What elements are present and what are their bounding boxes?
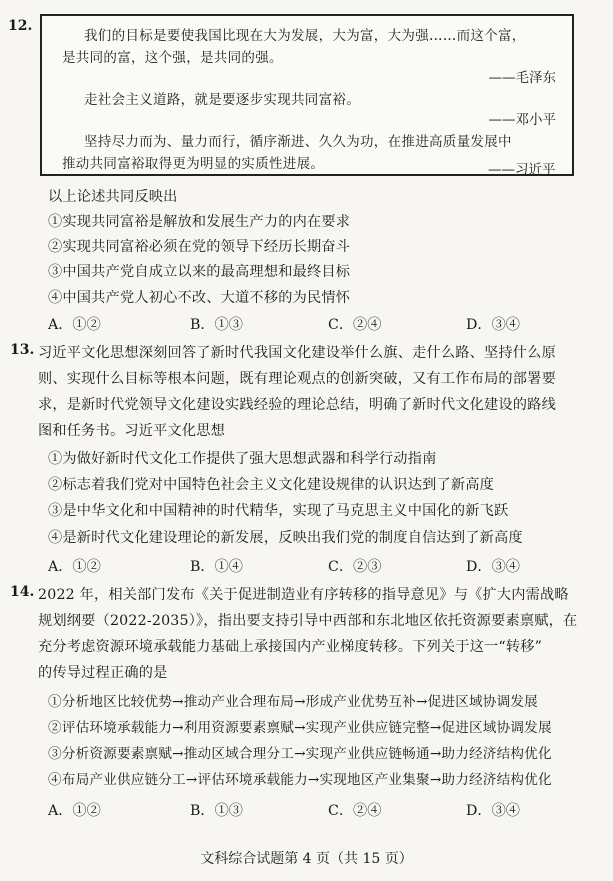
question-14-option-b[interactable]: B．①③: [190, 803, 243, 819]
question-13-stem-line-4: 图和任务书。习近平文化思想: [38, 423, 226, 439]
question-14-stem-line-4: 的传导过程正确的是: [38, 665, 168, 681]
question-12-statement-2: ②实现共同富裕必须在党的领导下经历长期奋斗: [48, 239, 351, 255]
question-14-stem-line-3: 充分考虑资源环境承载能力基础上承接国内产业梯度转移。下列关于这一“转移”: [38, 639, 543, 655]
question-12-statement-1: ①实现共同富裕是解放和发展生产力的内在要求: [48, 214, 351, 230]
quote-2-line-1: 走社会主义道路，就是要逐步实现共同富裕。: [84, 92, 360, 108]
question-13-option-b[interactable]: B．①④: [190, 559, 243, 575]
quote-1-line-2: 是共同的富，这个强，是共同的强。: [62, 50, 283, 66]
question-12-option-b[interactable]: B．①③: [190, 317, 243, 333]
question-14-option-a[interactable]: A．①②: [48, 803, 101, 819]
question-14-statement-1: ①分析地区比较优势→推动产业合理布局→形成产业优势互补→促进区域协调发展: [48, 694, 538, 710]
question-12-option-a[interactable]: A．①②: [48, 317, 101, 333]
question-13-statement-2: ②标志着我们党对中国特色社会主义文化建设规律的认识达到了新高度: [48, 477, 495, 493]
question-12-statement-4: ④中国共产党人初心不改、大道不移的为民情怀: [48, 290, 351, 306]
question-13-statement-3: ③是中华文化和中国精神的时代精华，实现了马克思主义中国化的新飞跃: [48, 503, 509, 519]
question-13-stem-line-1: 习近平文化思想深刻回答了新时代我国文化建设举什么旗、走什么路、坚持什么原: [38, 345, 556, 361]
question-12-option-d[interactable]: D．③④: [466, 317, 520, 333]
question-14-number: 14.: [10, 584, 35, 600]
question-14-statement-2: ②评估环境承载能力→利用资源要素禀赋→实现产业供应链完整→促进区域协调发展: [48, 720, 552, 736]
question-14-option-d[interactable]: D．③④: [466, 803, 520, 819]
question-13-option-a[interactable]: A．①②: [48, 559, 101, 575]
question-13-option-c[interactable]: C．②③: [328, 559, 382, 575]
page-footer: 文科综合试题第 4 页（共 15 页）: [200, 851, 413, 867]
question-14-stem-line-1: 2022 年，相关部门发布《关于促进制造业有序转移的指导意见》与《扩大内需战略: [38, 587, 569, 603]
question-14-option-c[interactable]: C．②④: [328, 803, 382, 819]
question-13-stem-line-2: 则、实现什么目标等根本问题，既有理论观点的创新突破，又有工作布局的部署要: [38, 371, 556, 387]
question-14-stem-line-2: 规划纲要（2022-2035）》，指出要支持引导中西部和东北地区依托资源要素禀赋，在: [38, 613, 578, 629]
question-13-statement-1: ①为做好新时代文化工作提供了强大思想武器和科学行动指南: [48, 451, 437, 467]
question-14-statement-3: ③分析资源要素禀赋→推动区域合理分工→实现产业供应链畅通→助力经济结构优化: [48, 746, 552, 762]
quote-3-line-1: 坚持尽力而为、量力而行，循序渐进、久久为功，在推进高质量发展中: [84, 134, 512, 150]
quote-3-author: ——习近平: [488, 162, 556, 178]
question-14-statement-4: ④布局产业供应链分工→评估环境承载能力→实现地区产业集聚→助力经济结构优化: [48, 772, 552, 788]
question-12-statement-3: ③中国共产党自成立以来的最高理想和最终目标: [48, 264, 351, 280]
question-12-stem: 以上论述共同反映出: [48, 189, 178, 205]
question-12-option-c[interactable]: C．②④: [328, 317, 382, 333]
quotation-box: [40, 14, 574, 176]
quote-3-line-2: 推动共同富裕取得更为明显的实质性进展。: [62, 156, 325, 172]
question-13-option-d[interactable]: D．③④: [466, 559, 520, 575]
question-13-stem-line-3: 求，是新时代党领导文化建设实践经验的理论总结，明确了新时代文化建设的路线: [38, 397, 556, 413]
quote-2-author: ——邓小平: [488, 112, 556, 128]
quote-1-line-1: 我们的目标是要使我国比现在大为发展，大为富，大为强……而这个富，: [84, 28, 526, 44]
question-12-number: 12.: [8, 18, 33, 34]
quote-1-author: ——毛泽东: [488, 70, 556, 86]
question-13-number: 13.: [10, 342, 35, 358]
question-13-statement-4: ④是新时代文化建设理论的新发展，反映出我们党的制度自信达到了新高度: [48, 530, 523, 546]
